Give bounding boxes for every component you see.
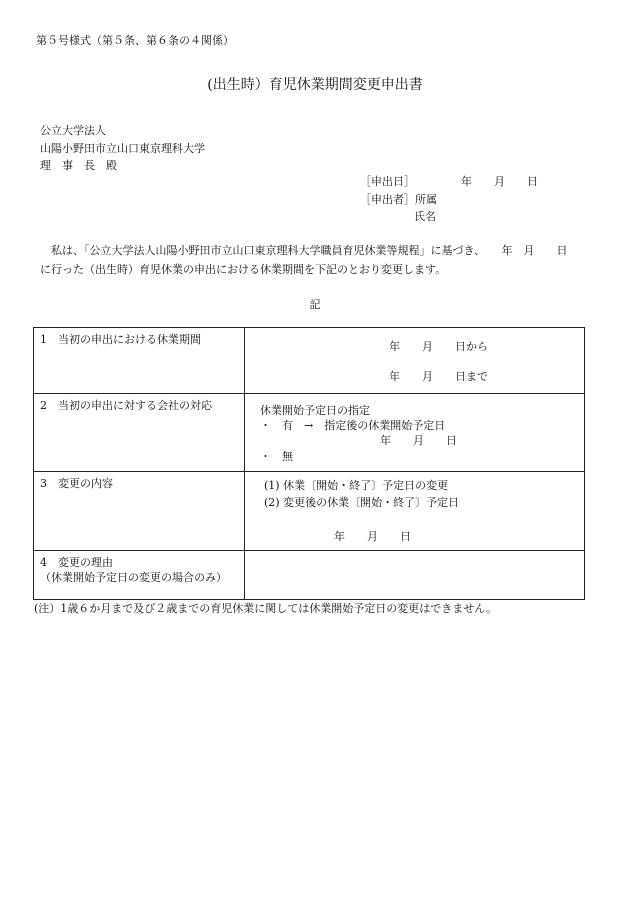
company-response-heading: 休業開始予定日の指定 xyxy=(260,404,370,417)
original-period-from: 年 月 日から xyxy=(389,340,488,353)
page-title: (出生時）育児休業期間変更申出書 xyxy=(207,77,423,93)
row4-label-cell xyxy=(34,551,245,600)
body-text-line2: に行った（出生時）育児休業の申出における休業期間を下記のとおり変更します。 xyxy=(40,263,447,276)
table-row xyxy=(34,328,585,394)
row3-label: 3 変更の内容 xyxy=(40,477,113,490)
row3-value-cell xyxy=(245,472,585,551)
row4-label-line2: （休業開始予定日の変更の場合のみ） xyxy=(40,571,227,584)
addressee-organization: 公立大学法人 xyxy=(40,124,106,137)
request-date-value: 年 月 日 xyxy=(461,175,538,188)
applicant-name-label: 氏名 xyxy=(414,210,436,223)
row2-label: 2 当初の申出に対する会社の対応 xyxy=(40,399,212,412)
change-item-2: (2) 変更後の休業〔開始・終了〕予定日 xyxy=(264,496,460,509)
changed-date: 年 月 日 xyxy=(334,530,411,543)
table-row xyxy=(34,551,585,600)
change-form-table xyxy=(33,327,585,600)
row1-value-cell xyxy=(245,328,585,394)
row2-value-cell xyxy=(245,394,585,472)
row1-label: 1 当初の申出における休業期間 xyxy=(40,333,201,346)
row4-label-line1: 4 変更の理由 xyxy=(40,556,113,569)
row3-label-cell xyxy=(34,472,245,551)
applicant-affiliation-label: ［申出者］所属 xyxy=(360,193,437,206)
footnote: (注）1歳６か月まで及び２歳までの育児休業に関しては休業開始予定日の変更はできません。 xyxy=(34,602,497,615)
addressee-university: 山陽小野田市立山口東京理科大学 xyxy=(40,142,205,155)
table-row xyxy=(34,394,585,472)
ki-heading: 記 xyxy=(309,298,321,311)
designated-start-date: 年 月 日 xyxy=(380,434,457,447)
company-response-option-yes: ・ 有 → 指定後の休業開始予定日 xyxy=(260,419,446,432)
change-reason-cell[interactable] xyxy=(245,551,585,600)
table-row xyxy=(34,472,585,551)
addressee-chair: 理 事 長 殿 xyxy=(40,159,117,172)
request-date-label: ［申出日］ xyxy=(360,175,415,188)
company-response-option-no: ・ 無 xyxy=(260,450,293,463)
change-item-1: (1) 休業〔開始・終了〕予定日の変更 xyxy=(264,479,449,492)
original-period-to: 年 月 日まで xyxy=(389,370,488,383)
form-number: 第５号様式（第５条、第６条の４関係） xyxy=(36,34,234,47)
body-text-line1: 私は、｢公立大学法人山陽小野田市立山口東京理科大学職員育児休業等規程」に基づき、 年 月 日 xyxy=(40,244,568,257)
row2-label-cell xyxy=(34,394,245,472)
row1-label-cell xyxy=(34,328,245,394)
